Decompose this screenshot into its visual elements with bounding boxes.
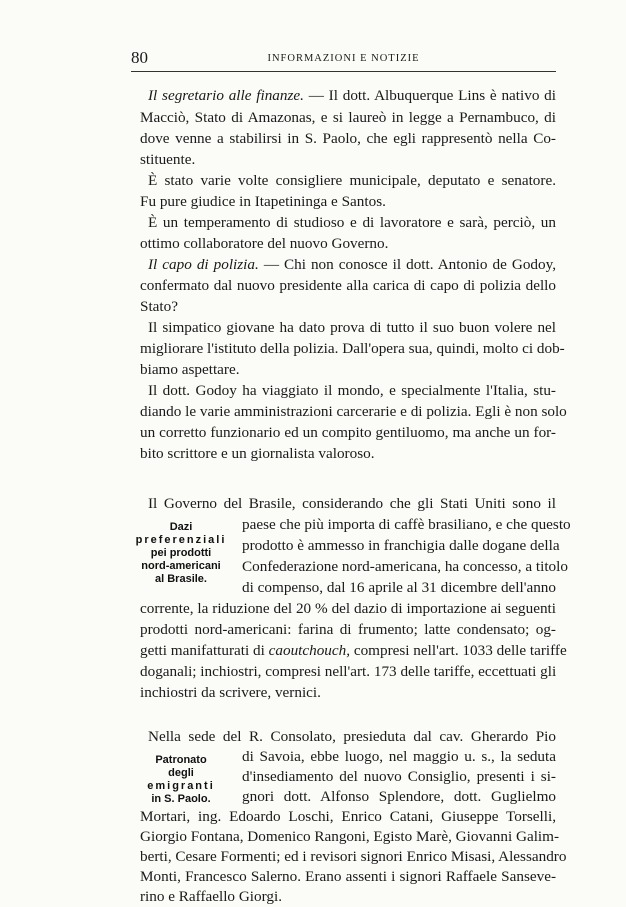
- text-line: Mortari, ing. Edoardo Loschi, Enrico Catani, Giuseppe Torselli,: [140, 808, 556, 825]
- text-line: di compenso, dal 16 aprile al 31 dicembre dell'anno: [242, 579, 556, 596]
- text-line: paese che più importa di caffè brasiliano, e che questo: [242, 516, 571, 533]
- text-line: prodotti nord-americani: farina di frumento; latte condensato; og-: [140, 621, 556, 638]
- text-line: È stato varie volte consigliere municipale, deputato e senatore.: [148, 172, 556, 189]
- text-line: gnori dott. Alfonso Splendore, dott. Guglielmo: [242, 788, 556, 805]
- text-span: compresi nell'art. 1033 delle tariffe: [353, 642, 567, 659]
- text-line: Confederazione nord-americana, ha concesso, a titolo: [242, 558, 568, 575]
- margin-note-line: pei prodotti: [150, 547, 212, 559]
- text-line: migliorare l'istituto della polizia. Dall'opera sua, quindi, molto ci dob-: [140, 340, 565, 357]
- text-line: Il simpatico giovane ha dato prova di tutto il suo buon volere nel: [148, 319, 556, 336]
- text-line: corrente, la riduzione del 20 % del dazio di importazione ai seguenti: [140, 600, 556, 617]
- text-line: diando le varie amministrazioni carcerarie e di polizia. Egli è non solo: [140, 403, 567, 420]
- margin-note-line: Patronato: [155, 754, 207, 766]
- text-line: d'insediamento del nuovo Consiglio, presenti i si-: [242, 768, 556, 785]
- text-line: È un temperamento di studioso e di lavoratore e sarà, perciò, un: [148, 214, 556, 231]
- text-line: Monti, Francesco Salerno. Erano assenti i signori Raffaele Sanseve-: [140, 868, 556, 885]
- text-line: Nella sede del R. Consolato, presieduta dal cav. Gherardo Pio: [148, 728, 556, 745]
- text-line: Macciò, Stato di Amazonas, e si laureò in legge a Pernambuco, di: [140, 109, 556, 126]
- text-span: getti manifatturati di: [140, 642, 265, 659]
- text-line: prodotto è ammesso in franchigia dalle dogane della: [242, 537, 560, 554]
- text-line: dove venne a stabilirsi in S. Paolo, che egli rappresentò nella Co-: [140, 130, 556, 147]
- text-line: doganali; inchiostri, compresi nell'art. 173 delle tariffe, eccettuati gli: [140, 663, 557, 680]
- text-line: Stato?: [140, 298, 178, 315]
- margin-note-line: nord-americani: [141, 560, 221, 572]
- text-line: Fu pure giudice in Itapetininga e Santos.: [140, 193, 386, 210]
- page-number: 80: [131, 48, 148, 67]
- text-line: un corretto funzionario ed un compito gentiluomo, ma anche un for-: [140, 424, 556, 441]
- margin-note-line: al Brasile.: [155, 573, 207, 585]
- margin-note-dazi: [131, 521, 231, 586]
- text-span-italic: caoutchouch,: [268, 642, 351, 659]
- text-line: [148, 86, 556, 106]
- text-line: berti, Cesare Formenti; ed i revisori signori Enrico Misasi, Alessandro: [140, 848, 567, 865]
- text-line: biamo aspettare.: [140, 361, 240, 378]
- margin-note-line: in S. Paolo.: [151, 793, 211, 805]
- margin-note-line: Dazi: [169, 521, 193, 533]
- margin-note-line: degli: [168, 767, 194, 779]
- margin-note-patronato: [131, 754, 231, 806]
- page-header: [131, 48, 556, 72]
- header-rule: [131, 71, 556, 72]
- subheading: Il segretario alle finanze.: [148, 87, 304, 104]
- text-line: Giorgio Fontana, Domenico Rangoni, Egisto Marè, Giovanni Galim-: [140, 828, 559, 845]
- margin-note-line: preferenziali: [135, 534, 227, 546]
- text-line: rino e Raffaello Giorgi.: [140, 888, 282, 905]
- text-line: [148, 255, 556, 275]
- text-line: [140, 641, 567, 661]
- margin-note-line: emigranti: [147, 780, 215, 792]
- text-line: inchiostri da scrivere, vernici.: [140, 684, 321, 701]
- subheading: Il capo di polizia.: [148, 256, 259, 273]
- text-line: stituente.: [140, 151, 196, 168]
- running-title: INFORMAZIONI E NOTIZIE: [267, 53, 420, 64]
- text-line: Il Governo del Brasile, considerando che gli Stati Uniti sono il: [148, 495, 556, 512]
- text-line: ottimo collaboratore del nuovo Governo.: [140, 235, 389, 252]
- text-line: confermato dal nuovo presidente alla carica di capo di polizia dello: [140, 277, 556, 294]
- text-span: — Il dott. Albuquerque Lins è nativo di: [308, 87, 556, 104]
- text-line: bito scrittore e un giornalista valoroso.: [140, 445, 375, 462]
- text-line: di Savoia, ebbe luogo, nel maggio u. s., la seduta: [242, 748, 556, 765]
- text-line: Il dott. Godoy ha viaggiato il mondo, e specialmente l'Italia, stu-: [148, 382, 556, 399]
- text-span: — Chi non conosce il dott. Antonio de Godoy,: [263, 256, 557, 273]
